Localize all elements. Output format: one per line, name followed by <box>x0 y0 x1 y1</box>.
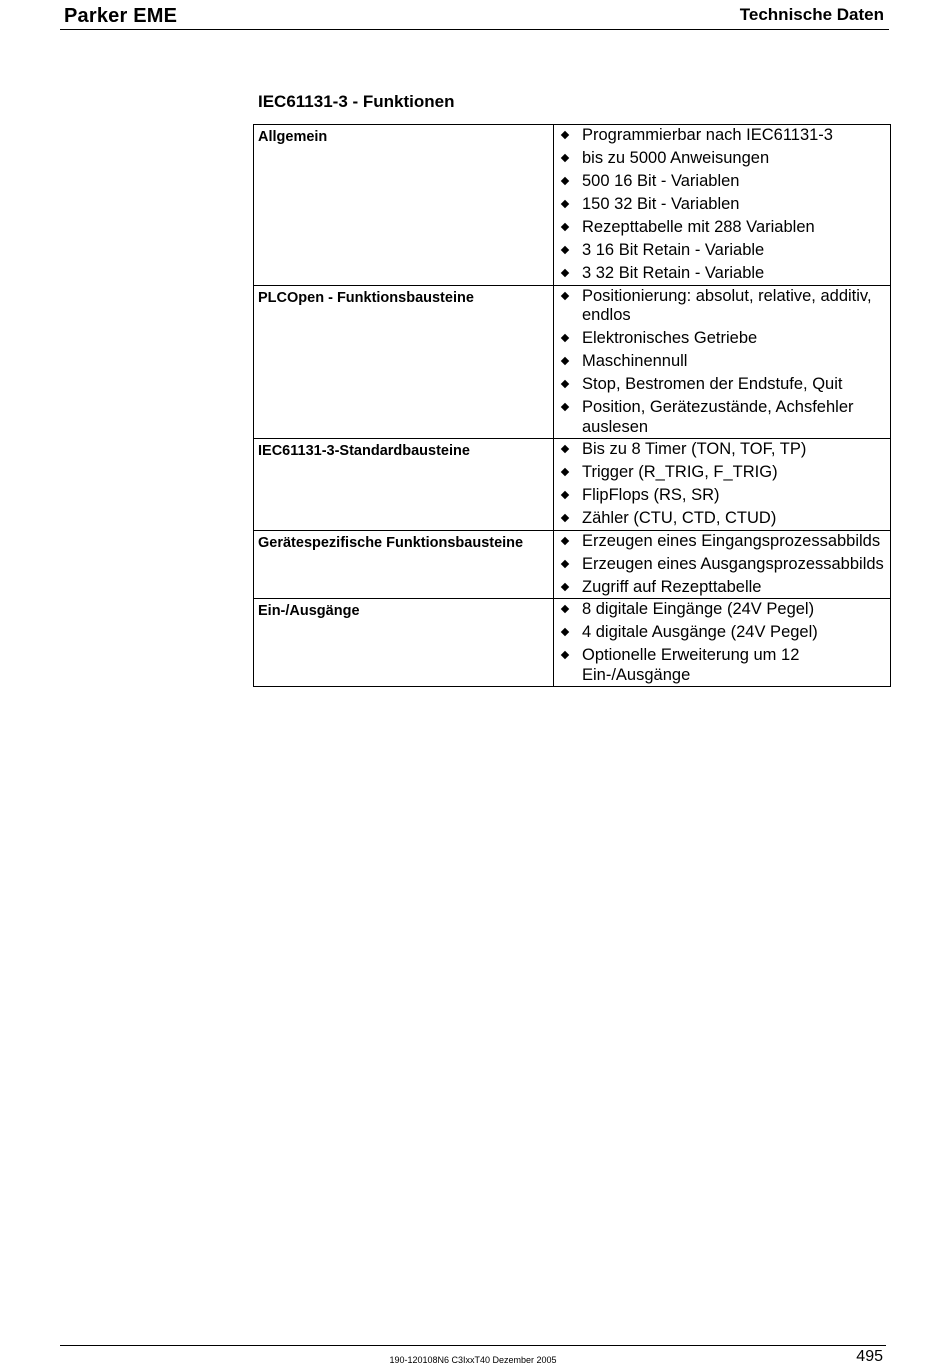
diamond-bullet-icon <box>561 628 569 636</box>
feature-list <box>554 531 890 599</box>
item-text: 8 digitale Eingänge (24V Pegel) <box>582 600 815 618</box>
header-company: Parker EME <box>64 5 178 27</box>
list-item <box>560 532 886 552</box>
page-header <box>60 0 889 30</box>
table-row <box>254 439 891 531</box>
diamond-bullet-icon <box>561 154 569 162</box>
item-text: 3 32 Bit Retain - Variable <box>582 264 765 282</box>
diamond-bullet-icon <box>561 380 569 388</box>
diamond-bullet-icon <box>561 357 569 365</box>
feature-list <box>554 286 890 439</box>
diamond-bullet-icon <box>561 269 569 277</box>
category-cell <box>254 285 554 439</box>
items-cell <box>554 599 891 687</box>
feature-list <box>554 125 890 285</box>
feature-list <box>554 599 890 686</box>
list-item <box>560 375 886 395</box>
category-cell <box>254 439 554 531</box>
list-item <box>560 352 886 372</box>
diamond-bullet-icon <box>561 403 569 411</box>
items-cell <box>554 285 891 439</box>
item-text: bis zu 5000 Anweisungen <box>582 149 770 167</box>
list-item <box>560 195 886 215</box>
list-item <box>560 486 886 506</box>
diamond-bullet-icon <box>561 246 569 254</box>
item-text: 3 16 Bit Retain - Variable <box>582 241 765 259</box>
list-item <box>560 463 886 483</box>
diamond-bullet-icon <box>561 514 569 522</box>
list-item <box>560 509 886 529</box>
list-item <box>560 440 886 460</box>
item-text: Optionelle Erweiterung um 12 Ein-/Ausgänge <box>582 646 800 684</box>
category-label: Allgemein <box>258 129 328 145</box>
item-text: FlipFlops (RS, SR) <box>582 486 720 504</box>
diamond-bullet-icon <box>561 334 569 342</box>
diamond-bullet-icon <box>561 177 569 185</box>
diamond-bullet-icon <box>561 223 569 231</box>
diamond-bullet-icon <box>561 559 569 567</box>
list-item <box>560 264 886 284</box>
page-number: 495 <box>856 1348 883 1365</box>
item-text: 500 16 Bit - Variablen <box>582 172 740 190</box>
item-text: Stop, Bestromen der Endstufe, Quit <box>582 375 843 393</box>
list-item <box>560 646 886 685</box>
item-text: Maschinennull <box>582 352 688 370</box>
list-item <box>560 172 886 192</box>
item-text: Zugriff auf Rezepttabelle <box>582 577 762 596</box>
category-label: Ein-/Ausgänge <box>258 603 360 619</box>
document-code: 190-120108N6 C3IxxT40 Dezember 2005 <box>389 1355 557 1365</box>
list-item <box>560 241 886 261</box>
table-row <box>254 530 891 599</box>
category-label: Gerätespezifische Funktionsbausteine <box>258 534 524 551</box>
functions-table <box>253 124 891 687</box>
items-cell <box>554 439 891 531</box>
diamond-bullet-icon <box>561 468 569 476</box>
table-row <box>254 599 891 687</box>
feature-list <box>554 439 890 530</box>
diamond-bullet-icon <box>561 605 569 613</box>
items-cell <box>554 125 891 286</box>
category-cell <box>254 530 554 599</box>
item-text: 4 digitale Ausgänge (24V Pegel) <box>582 623 818 641</box>
diamond-bullet-icon <box>561 582 569 590</box>
category-label: PLCOpen - Funktionsbausteine <box>258 289 474 306</box>
item-text: 150 32 Bit - Variablen <box>582 195 740 213</box>
diamond-bullet-icon <box>561 491 569 499</box>
diamond-bullet-icon <box>561 291 569 299</box>
list-item <box>560 555 886 575</box>
item-text: Programmierbar nach IEC61131-3 <box>582 126 833 144</box>
category-label: IEC61131-3-Standardbausteine <box>258 443 470 459</box>
section-title: IEC61131-3 - Funktionen <box>258 92 455 111</box>
item-text: Position, Gerätezustände, Achsfehler auslesen <box>582 398 854 436</box>
list-item <box>560 623 886 643</box>
list-item <box>560 600 886 620</box>
diamond-bullet-icon <box>561 200 569 208</box>
item-text: Bis zu 8 Timer (TON, TOF, TP) <box>582 440 807 458</box>
page-footer <box>60 1345 886 1371</box>
table-row <box>254 125 891 286</box>
list-item <box>560 218 886 238</box>
diamond-bullet-icon <box>561 445 569 453</box>
item-text: Elektronisches Getriebe <box>582 329 758 347</box>
category-cell <box>254 125 554 286</box>
list-item <box>560 126 886 146</box>
item-text: Zähler (CTU, CTD, CTUD) <box>582 509 777 527</box>
diamond-bullet-icon <box>561 131 569 139</box>
diamond-bullet-icon <box>561 536 569 544</box>
item-text: Erzeugen eines Eingangsprozessabbilds <box>582 531 881 550</box>
list-item <box>560 149 886 169</box>
item-text: Rezepttabelle mit 288 Variablen <box>582 218 815 236</box>
item-text: Trigger (R_TRIG, F_TRIG) <box>582 463 778 481</box>
list-item <box>560 398 886 437</box>
list-item <box>560 578 886 598</box>
category-cell <box>254 599 554 687</box>
diamond-bullet-icon <box>561 651 569 659</box>
table-row <box>254 285 891 439</box>
items-cell <box>554 530 891 599</box>
list-item <box>560 287 886 326</box>
list-item <box>560 329 886 349</box>
header-section: Technische Daten <box>739 5 884 24</box>
item-text: Positionierung: absolut, relative, additiv, endlos <box>582 286 872 324</box>
item-text: Erzeugen eines Ausgangsprozessabbilds <box>582 554 884 573</box>
